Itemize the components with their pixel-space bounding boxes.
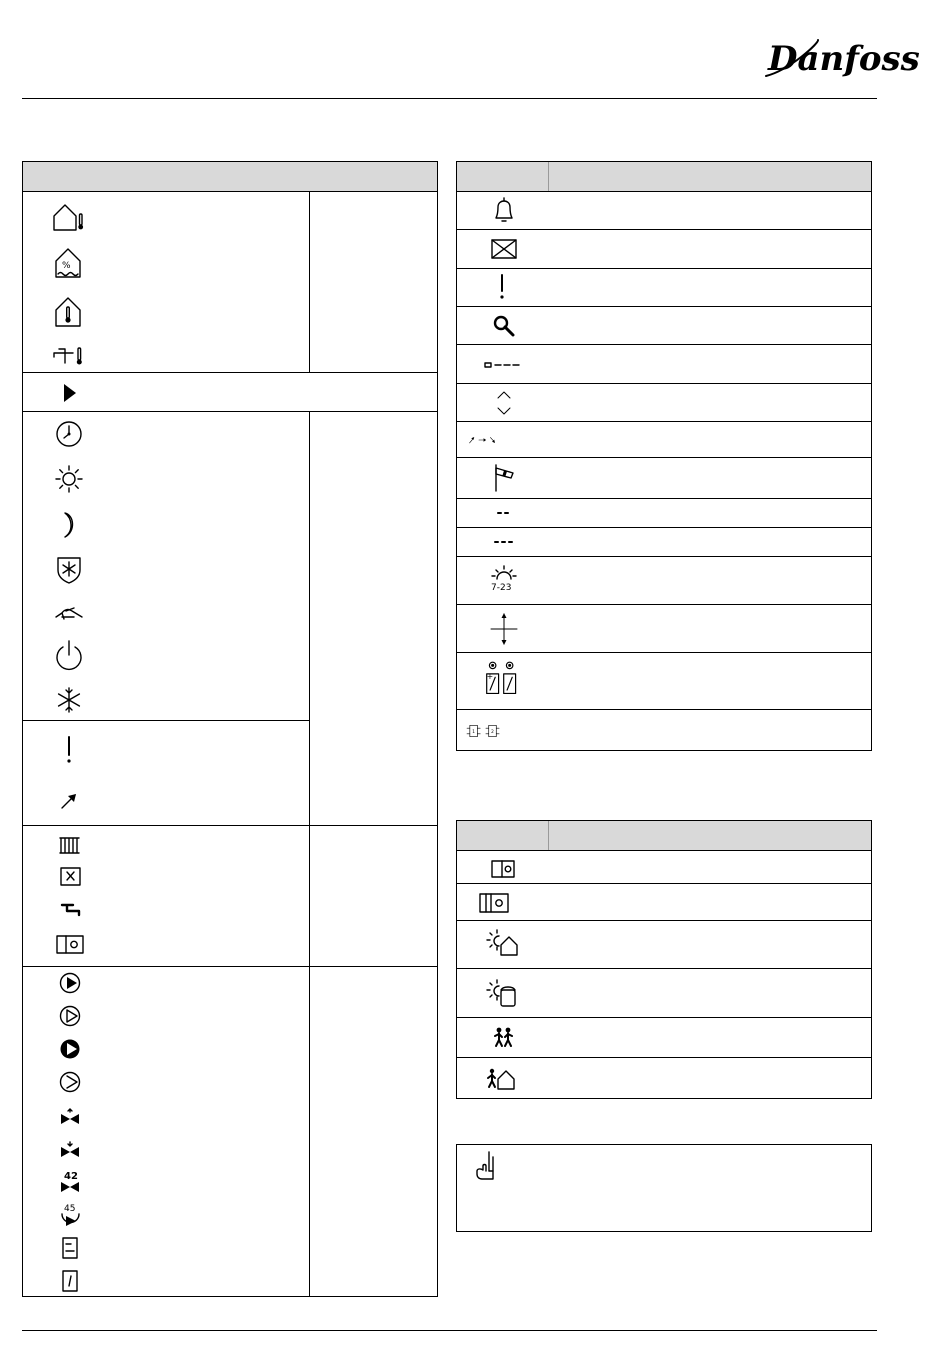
pump-percentage-icon [53, 1198, 87, 1232]
windsock-icon [487, 460, 521, 494]
row-divider [457, 709, 871, 710]
frost-protection-icon [52, 552, 86, 586]
sun-schedule-label: 7-23 [491, 583, 512, 593]
dual-sensor-icon [485, 662, 519, 696]
row-divider [457, 421, 871, 422]
up-down-chevrons-icon [487, 386, 521, 420]
right-table-header [457, 162, 871, 192]
row-divider [457, 652, 871, 653]
danfoss-logo [760, 36, 920, 82]
row-divider [457, 968, 871, 969]
box-cross-icon [53, 860, 87, 894]
exclamation-icon [485, 270, 519, 304]
snowflake-icon [52, 683, 86, 717]
hand-manual-icon [52, 595, 86, 629]
valve-position-value: 42 [64, 1171, 78, 1182]
row-divider [457, 268, 871, 269]
sun-tank-icon [485, 977, 519, 1011]
section-divider [23, 411, 437, 412]
note-box [456, 1144, 872, 1232]
dash-line-icon [487, 348, 521, 382]
envelope-icon [487, 232, 521, 266]
column-divider [309, 966, 310, 1296]
valve-closed-icon [53, 1132, 87, 1166]
radiator-icon [53, 829, 87, 863]
house-humidity-icon [51, 246, 85, 280]
person-house-icon [485, 1062, 519, 1096]
exclamation-icon [52, 732, 86, 766]
column-divider [309, 192, 310, 373]
house-thermometer-icon [51, 200, 85, 234]
row-divider [457, 344, 871, 345]
row-divider [457, 229, 871, 230]
sun-schedule-icon [487, 563, 521, 597]
column-divider [309, 825, 310, 966]
pump-outline-icon [53, 1065, 87, 1099]
section-divider [23, 372, 437, 373]
triple-dash-icon [487, 525, 521, 559]
controller-table-header [457, 821, 871, 851]
valve-position-icon [53, 1165, 87, 1199]
row-divider [457, 1057, 871, 1058]
standby-power-icon [52, 638, 86, 672]
play-arrow-icon [53, 376, 87, 410]
column-divider [309, 411, 310, 825]
controller-unit-icon [53, 927, 87, 961]
header-divider [548, 821, 549, 850]
house-indoor-temperature-icon [51, 295, 85, 329]
row-divider [457, 457, 871, 458]
sun-comfort-icon [52, 462, 86, 496]
header-divider [548, 162, 549, 191]
left-table-header [23, 162, 437, 192]
sun-house-icon [485, 927, 519, 961]
row-divider [457, 383, 871, 384]
bell-icon [487, 194, 521, 228]
pump-percentage-value: 45 [64, 1204, 76, 1214]
left-symbol-table [22, 161, 438, 1297]
controller-wide-icon [477, 886, 511, 920]
section-divider [23, 825, 437, 826]
module-2-label: 2 [491, 729, 494, 735]
arrow-up-right-icon [52, 784, 86, 818]
tap-thermometer-icon [51, 337, 85, 371]
header-rule [22, 98, 877, 99]
brand-name: Danfoss [768, 39, 920, 79]
persons-icon [487, 1021, 521, 1055]
valve-open-icon [53, 1099, 87, 1133]
panel-slash-icon [53, 1264, 87, 1298]
row-divider [457, 306, 871, 307]
section-divider [23, 720, 309, 721]
tap-icon [53, 893, 87, 927]
controller-symbol-table [456, 820, 872, 1099]
pump-on-icon [53, 966, 87, 1000]
vertical-adjust-icon [487, 612, 521, 646]
clock-icon [52, 417, 86, 451]
panel-icon [53, 1231, 87, 1265]
footer-rule [22, 1330, 877, 1331]
pump-filled-icon [53, 1032, 87, 1066]
trend-arrows-icon [467, 423, 501, 457]
moon-saving-icon [52, 508, 86, 542]
module-1-label: 1 [472, 729, 475, 735]
controller-small-icon [487, 851, 521, 885]
svg-text:%: % [62, 261, 71, 271]
row-divider [457, 920, 871, 921]
right-symbol-table [456, 161, 872, 751]
magnifier-icon [487, 309, 521, 343]
pump-off-icon [53, 999, 87, 1033]
svg-text:+: + [486, 672, 494, 681]
row-divider [457, 604, 871, 605]
row-divider [457, 1017, 871, 1018]
module-numbers-icon [467, 714, 501, 748]
hand-pointer-icon [467, 1149, 501, 1183]
